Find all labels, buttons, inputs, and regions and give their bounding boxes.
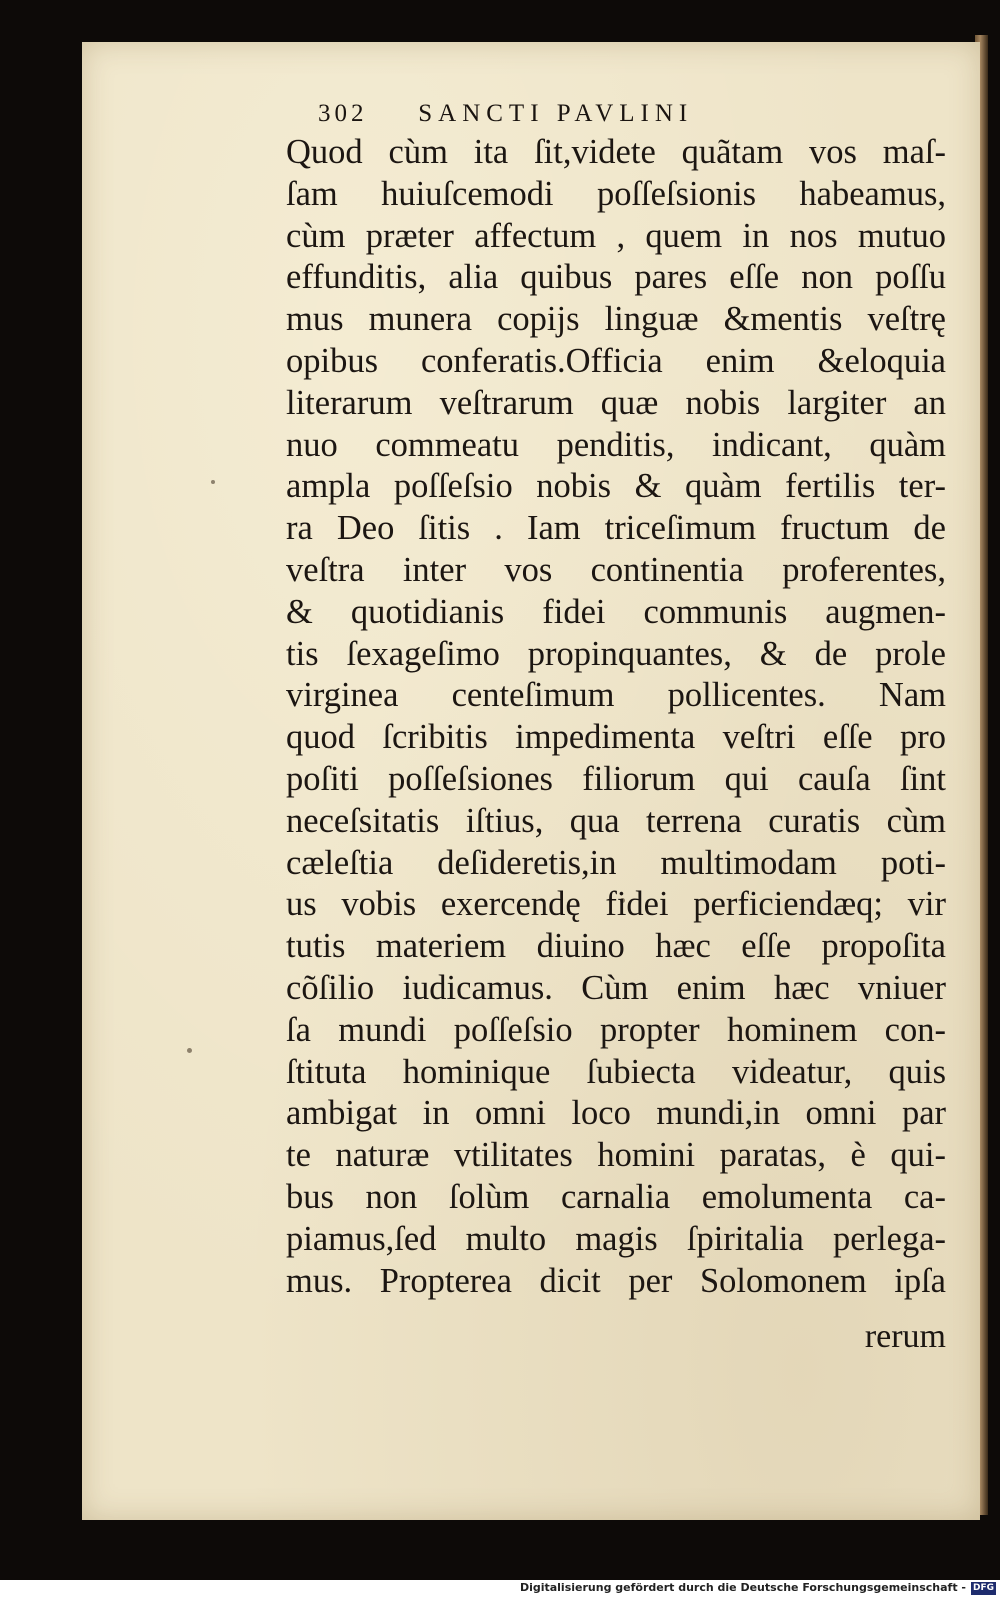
- text-line: veſtra inter vos continentia proferentes,: [286, 550, 946, 589]
- text-line: mus munera copijs linguæ &mentis veſtrę: [286, 300, 946, 339]
- text-line: cõſilio iudicamus. Cùm enim hæc vniuer: [286, 968, 946, 1007]
- text-line: & quotidianis fidei communis augmen-: [286, 592, 946, 631]
- text-line: tis ſexageſimo propinquantes, & de prole: [286, 634, 946, 673]
- catchword: rerum: [864, 1318, 946, 1355]
- text-line: poſiti poſſeſsiones filiorum qui cauſa ſint: [286, 759, 946, 798]
- text-line: virginea centeſimum pollicentes. Nam: [286, 676, 946, 715]
- page-number: 302: [318, 100, 368, 127]
- text-line: te naturæ vtilitates homini paratas, è qui-: [286, 1136, 946, 1175]
- text-line: ambigat in omni loco mundi,in omni par: [286, 1094, 946, 1133]
- text-line: ſa mundi poſſeſsio propter hominem con-: [286, 1010, 946, 1049]
- text-line: mus. Propterea dicit per Solomonem ipſa: [286, 1261, 946, 1300]
- running-title: SANCTI PAVLINI: [418, 100, 694, 127]
- text-line: Quod cùm ita ſit,videte quãtam vos maſ-: [286, 133, 946, 171]
- ink-speck: [187, 1048, 192, 1053]
- text-line: opibus conferatis.Officia enim &eloquia: [286, 341, 946, 380]
- text-line: bus non ſolùm carnalia emolumenta ca-: [286, 1177, 946, 1216]
- text-line: cùm præter affectum , quem in nos mutuo: [286, 216, 946, 255]
- text-block: [286, 132, 946, 1302]
- text-line: nuo commeatu penditis, indicant, quàm: [286, 425, 946, 464]
- digitization-credit: Digitalisierung gefördert durch die Deutsche Forschungsgemeinschaft -: [519, 1581, 966, 1594]
- text-line: us vobis exercendę fidei perficiendæq; vir: [286, 885, 946, 924]
- text-line: effunditis, alia quibus pares eſſe non poſſu: [286, 258, 946, 297]
- text-line: ſam huiuſcemodi poſſeſsionis habeamus,: [286, 174, 946, 213]
- text-line: tutis materiem diuino hæc eſſe propoſita: [286, 927, 946, 966]
- running-head: [318, 100, 818, 134]
- dfg-logo: DFG: [972, 1583, 994, 1593]
- text-line: quod ſcribitis impedimenta veſtri eſſe pro: [286, 718, 946, 757]
- text-line: cæleſtia deſideretis,in multimodam poti-: [286, 843, 946, 882]
- ink-speck: [211, 480, 215, 484]
- text-line: piamus,ſed multo magis ſpiritalia perlega-: [286, 1219, 946, 1258]
- text-line: literarum veſtrarum quæ nobis largiter an: [286, 383, 946, 422]
- text-line: ra Deo ſitis . Iam triceſimum fructum de: [286, 509, 946, 548]
- text-line: ampla poſſeſsio nobis & quàm fertilis ter-: [286, 467, 946, 506]
- text-line: neceſsitatis iſtius, qua terrena curatis cùm: [286, 801, 946, 840]
- text-line: ſtituta hominique ſubiecta videatur, quis: [286, 1052, 946, 1091]
